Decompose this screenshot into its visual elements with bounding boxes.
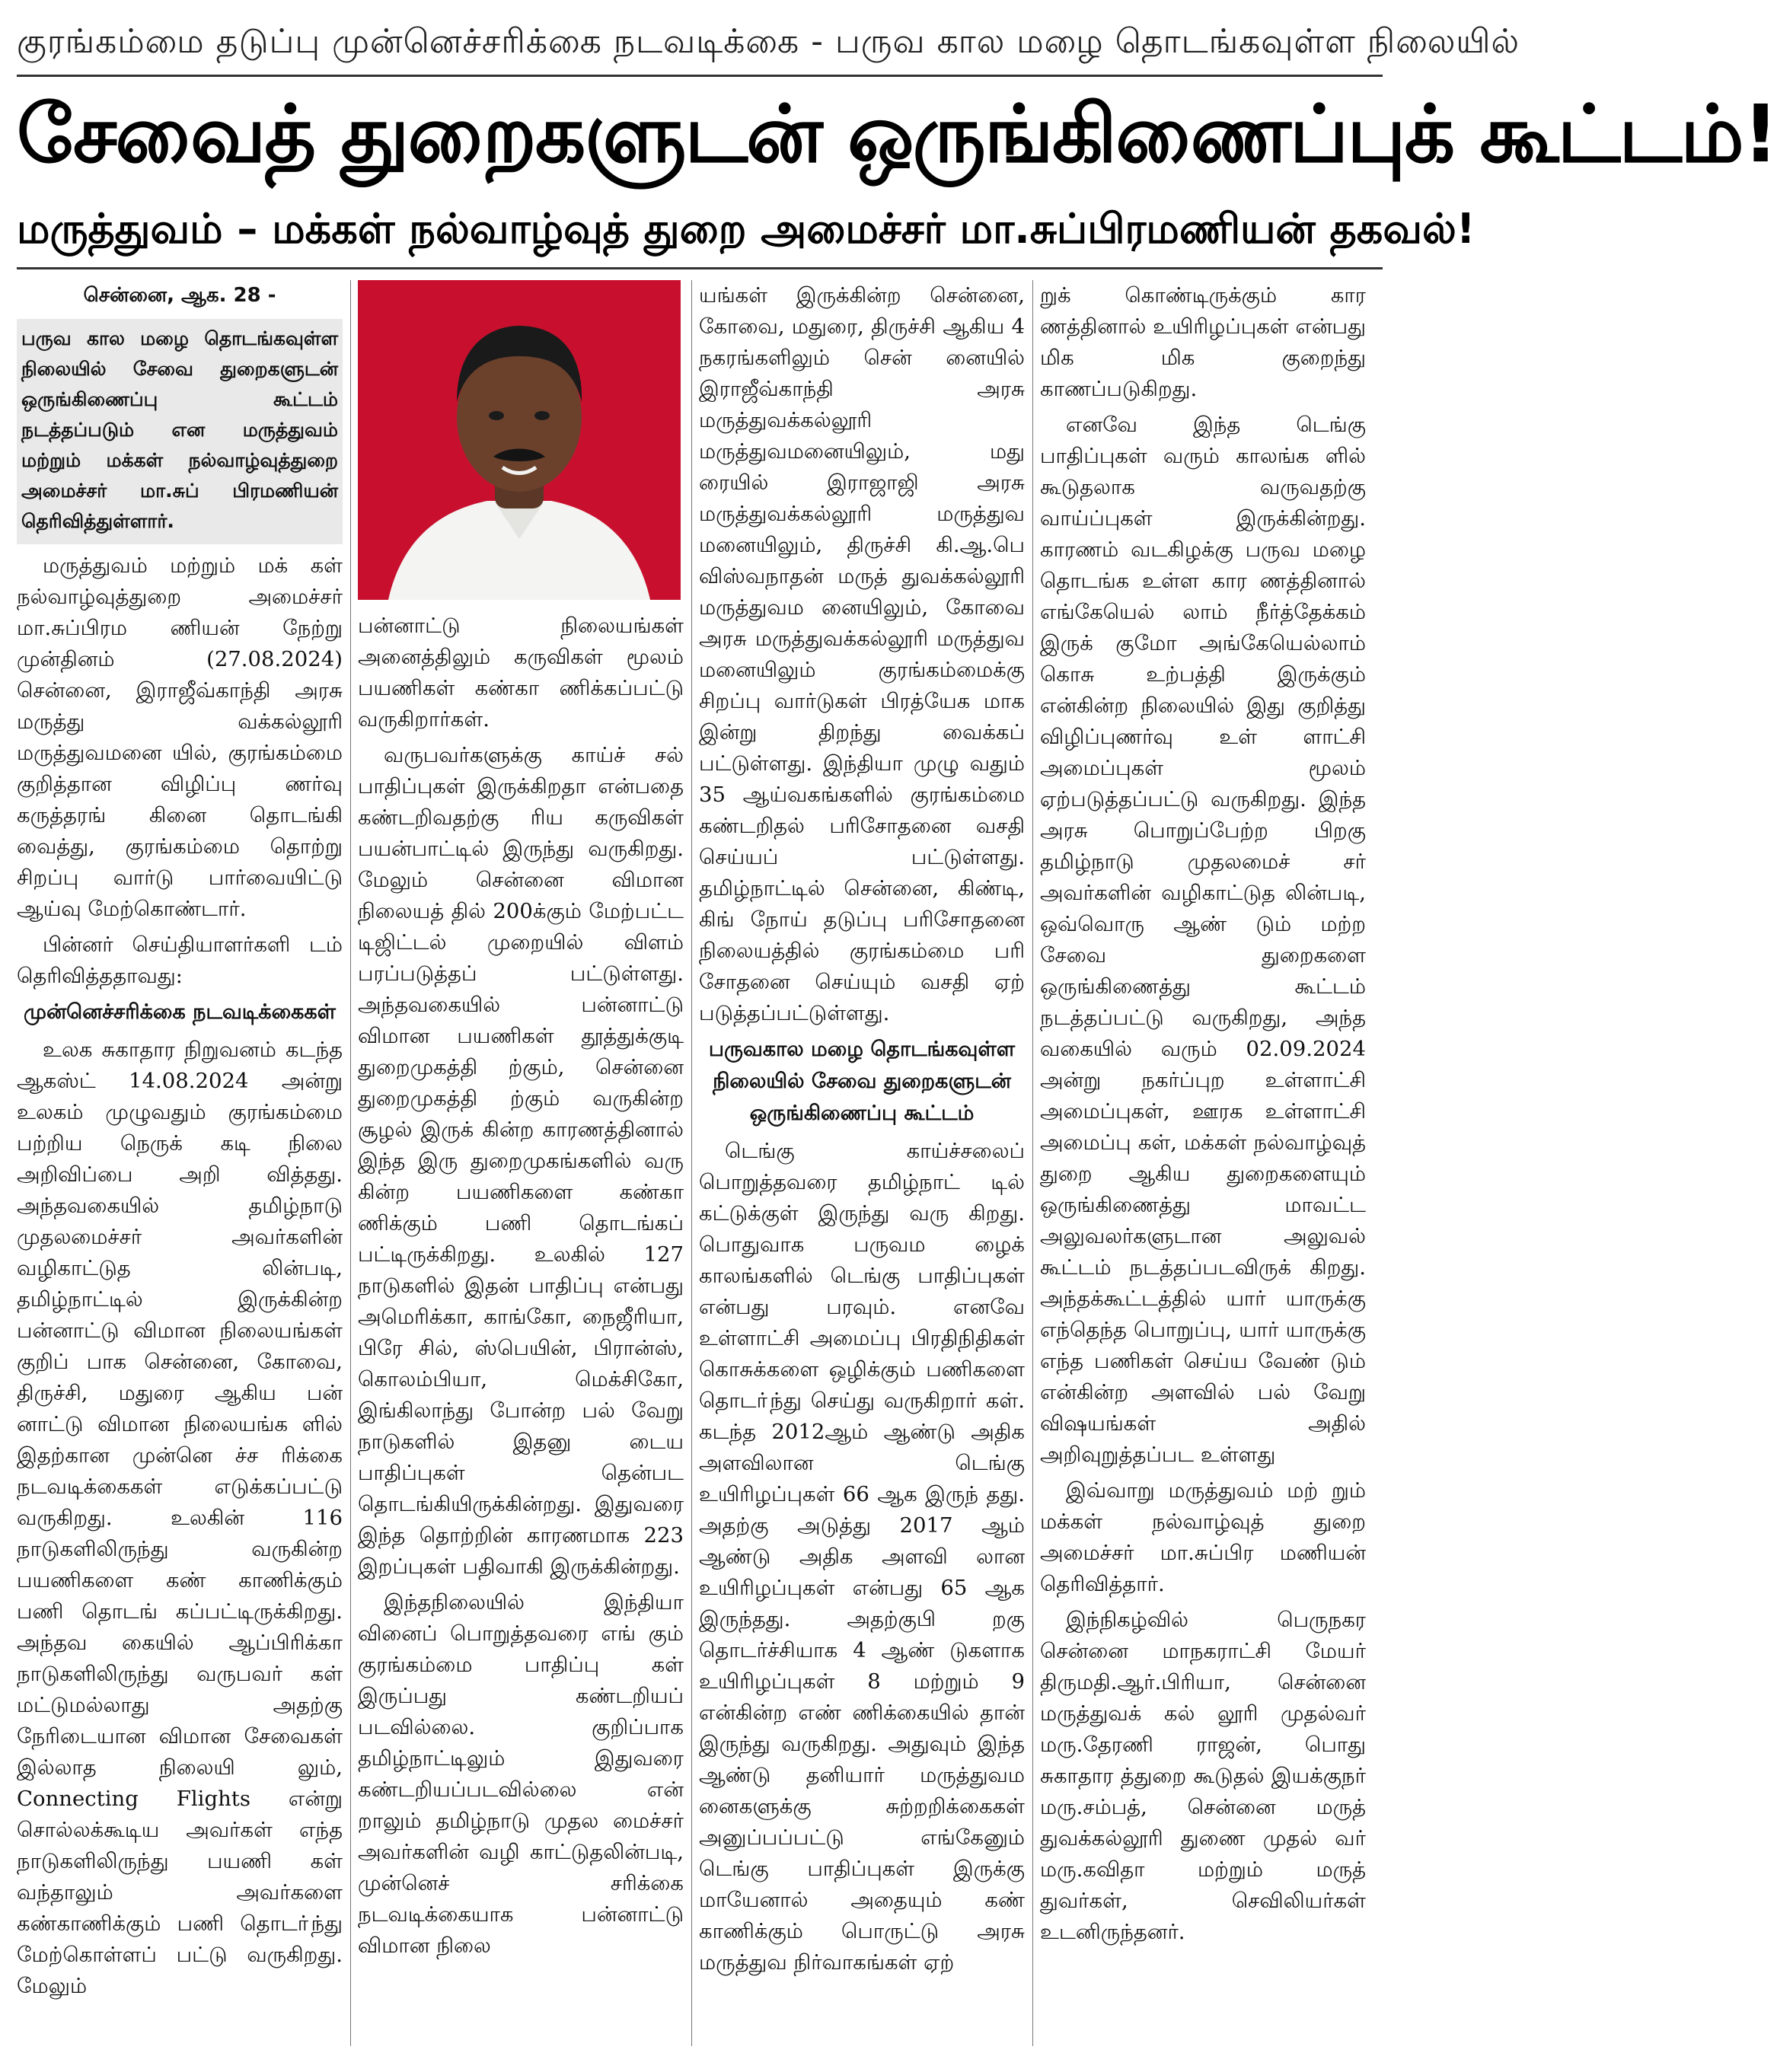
paragraph: பன்னாட்டு நிலையங்கள் அனைத்திலும் கருவிகள் மூலம் பயணிகள் கண்கா ணிக்கப்பட்டு வருகிறார்கள்.: [358, 614, 684, 732]
paragraph: இந்நிகழ்வில் பெருநகர சென்னை மாநகராட்சி மேயர் திருமதி.ஆர்.பிரியா, சென்னை மருத்துவக் கல் லூரி முதல்வர் மரு.தேரணி ராஜன், பொது சுகாதார த்துறை கூடுதல் இயக்குநர் மரு.சம்பத், சென்னை மருத் துவக்கல்லூரி துணை முதல் வர் மரு.கவிதா மற்றும் மருத் துவர்கள், செவிலியர்கள் உடனிருந்தனர்.: [1040, 1608, 1366, 1944]
paragraph: டெங்கு காய்ச்சலைப் பொறுத்தவரை தமிழ்நாட் டில் கட்டுக்குள் இருந்து வரு கிறது. பொதுவாக பருவம ழைக் காலங்களில் டெங்கு பாதிப்புகள் என்பது பரவும். எனவே உள்ளாட்சி அமைப்பு பிரதிநிதிகள் கொசுக்களை ஒழிக்கும் பணிகளை தொடா்ந்து செய்து வருகிறார் கள். கடந்த 2012ஆம் ஆண்டு அதிக அளவிலான டெங்கு உயிரிழப்புகள் 66 ஆக இருந் தது. அதற்கு அடுத்து 2017 ஆம் ஆண்டு அதிக அளவி லான உயிரிழப்புகள் என்பது 65 ஆக இருந்தது. அதற்குபி றகு தொடர்ச்சியாக 4 ஆண் டுகளாக உயிரிழப்புகள் 8 மற்றும் 9 என்கின்ற எண் ணிக்கையில் தான் இருந்து வருகிறது. அதுவும் இந்த ஆண்டு தனியார் மருத்துவம னைகளுக்கு சுற்றறிக்கைகள் அனுப்பப்பட்டு எங்கேனும் டெங்கு பாதிப்புகள் இருக்கு மாயேனால் அதையும் கண் காணிக்கும் பொருட்டு அரசு மருத்துவ நிர்வாகங்கள் ஏற்: [699, 1139, 1025, 1975]
column-divider: [1032, 280, 1033, 2046]
article-body: [17, 280, 1383, 2054]
column-3: [699, 280, 1025, 2046]
kicker-line: குரங்கம்மை தடுப்பு முன்னெச்சரிக்கை நடவடிக்கை - பருவ கால மழை தொடங்கவுள்ள நிலையில்: [17, 9, 1383, 77]
paragraph: எனவே இந்த டெங்கு பாதிப்புகள் வரும் காலங்க ளில் கூடுதலாக வருவதற்கு வாய்ப்புகள் இருக்கின்றது. காரணம் வடகிழக்கு பருவ மழை தொடங்க உள்ள கார ணத்தினால் எங்கேயெல் லாம் நீர்த்தேக்கம் இருக் குமோ அங்கேயெல்லாம் கொசு உற்பத்தி இருக்கும் என்கின்ற நிலையில் இது குறித்து விழிப்புணர்வு உள் ளாட்சி அமைப்புகள் மூலம் ஏற்படுத்தப்பட்டு வருகிறது. இந்த அரசு பொறுப்பேற்ற பிறகு தமிழ்நாடு முதலமைச் சர் அவர்களின் வழிகாட்டுத லின்படி, ஒவ்வொரு ஆண் டும் மற்ற சேவை துறைகளை ஒருங்கிணைத்து கூட்டம் நடத்தப்பட்டு வருகிறது, அந்த வகையில் வரும் 02.09.2024 அன்று நகர்ப்புற உள்ளாட்சி அமைப்புகள், ஊரக உள்ளாட்சி அமைப்பு கள், மக்கள் நல்வாழ்வுத் துறை ஆகிய துறைகளையும் ஒருங்கிணைத்து மாவட்ட அலுவலர்களுடான அலுவல் கூட்டம் நடத்தப்படவிருக் கிறது. அந்தக்கூட்டத்தில் யார் யாருக்கு எந்தெந்த பொறுப்பு, யார் யாருக்கு எந்த பணிகள் செய்ய வேண் டும் என்கின்ற அளவில் பல் வேறு விஷயங்கள் அதில் அறிவுறுத்தப்பட உள்ளது: [1040, 413, 1366, 1467]
headline: சேவைத் துறைகளுடன் ஒருங்கிணைப்புக் கூட்டம்!: [17, 88, 1777, 180]
portrait-illustration: [358, 280, 681, 600]
column-4: [1040, 280, 1366, 2046]
lead-paragraph: பருவ கால மழை தொடங்கவுள்ள நிலையில் சேவை துறைகளுடன் ஒருங்கிணைப்பு கூட்டம் நடத்தப்படும் என மருத்துவம் மற்றும் மக்கள் நல்வாழ்வுத்துறை அமைச்சர் மா.சுப் பிரமணியன் தெரிவித்துள்ளார்.: [17, 319, 343, 544]
section-subheading: முன்னெச்சரிக்கை நடவடிக்கைகள்: [23, 1000, 337, 1024]
paragraph: வருபவர்களுக்கு காய்ச் சல் பாதிப்புகள் இருக்கிறதா என்பதை கண்டறிவதற்கு ரிய கருவிகள் பயன்பாட்டில் இருந்து வருகிறது. மேலும் சென்னை விமான நிலையத் தில் 200க்கும் மேற்பட்ட டிஜிட்டல் முறையில் விளம் பரப்படுத்தப் பட்டுள்ளது. அந்தவகையில் பன்னாட்டு விமான பயணிகள் தூத்துக்குடி துறைமுகத்தி ற்கும், சென்னை துறைமுகத்தி ற்கும் வருகின்ற சூழல் இருக் கின்ற காரணத்தினால் இந்த இரு துறைமுகங்களில் வரு கின்ற பயணிகளை கண்கா ணிக்கும் பணி தொடங்கப் பட்டிருக்கிறது. உலகில் 127 நாடுகளில் இதன் பாதிப்பு என்பது அமெரிக்கா, காங்கோ, நைஜீரியா, பிரே சில், ஸ்பெயின், பிரான்ஸ், கொலம்பியா, மெக்சிகோ, இங்கிலாந்து போன்ற பல் வேறு நாடுகளில் இதனு டைய பாதிப்புகள் தென்பட தொடங்கியிருக்கின்றது. இதுவரை இந்த தொற்றின் காரணமாக 223 இறப்புகள் பதிவாகி இருக்கின்றது.: [358, 743, 684, 1579]
column-1: [17, 280, 343, 2046]
paragraph: இவ்வாறு மருத்துவம் மற் றும் மக்கள் நல்வாழ்வுத் துறை அமைச்சர் மா.சுப்பிர மணியன் தெரிவித்தார்.: [1040, 1478, 1366, 1596]
dateline: சென்னை, ஆக. 28 -: [83, 284, 276, 307]
newspaper-page: [0, 9, 1777, 2072]
paragraph: றுக் கொண்டிருக்கும் கார ணத்தினால் உயிரிழப்புகள் என்பது மிக மிக குறைந்து காணப்படுகிறது.: [1040, 283, 1366, 401]
column-2: [358, 610, 684, 2046]
paragraph: யங்கள் இருக்கின்ற சென்னை, கோவை, மதுரை, திருச்சி ஆகிய 4 நகரங்களிலும் சென் னையில் இராஜீவ்காந்தி அரசு மருத்துவக்கல்லூரி மருத்துவமனையிலும், மது ரையில் இராஜாஜி அரசு மருத்துவக்கல்லூரி மருத்துவ மனையிலும், திருச்சி கி.ஆ.பெ விஸ்வநாதன் மருத் துவக்கல்லூரி மருத்துவம னையிலும், கோவை அரசு மருத்துவக்கல்லூரி மருத்துவ மனையிலும் குரங்கம்மைக்கு சிறப்பு வார்டுகள் பிரத்யேக மாக இன்று திறந்து வைக்கப் பட்டுள்ளது. இந்தியா முழு வதும் 35 ஆய்வகங்களில் குரங்கம்மை கண்டறிதல் பரிசோதனை வசதி செய்யப் பட்டுள்ளது. தமிழ்நாட்டில் சென்னை, கிண்டி, கிங் நோய் தடுப்பு பரிசோதனை நிலையத்தில் குரங்கம்மை பரி சோதனை செய்யும் வசதி ஏற் படுத்தப்பட்டுள்ளது.: [699, 283, 1025, 1025]
column-divider: [350, 280, 351, 2046]
paragraph: இந்தநிலையில் இந்தியா வினைப் பொறுத்தவரை எங் கும் குரங்கம்மை பாதிப்பு கள் இருப்பது கண்டறியப் படவில்லை. குறிப்பாக தமிழ்நாட்டிலும் இதுவரை கண்டறியப்படவில்லை என் றாலும் தமிழ்நாடு முதல மைச்சர் அவர்களின் வழி காட்டுதலின்படி, முன்னெச் சரிக்கை நடவடிக்கையாக பன்னாட்டு விமான நிலை: [358, 1590, 684, 1958]
minister-photo: [358, 280, 681, 600]
subheadline: மருத்துவம் – மக்கள் நல்வாழ்வுத் துறை அமைச்சர் மா.சுப்பிரமணியன் தகவல்!: [17, 191, 1383, 269]
paragraph: பின்னர் செய்தியாளர்களி டம் தெரிவித்ததாவது:: [17, 932, 343, 988]
section-subheading: பருவகால மழை தொடங்கவுள்ள நிலையில் சேவை துறைகளுடன் ஒருங்கிணைப்பு கூட்டம்: [708, 1038, 1016, 1125]
column-divider: [691, 280, 692, 2046]
paragraph: மருத்துவம் மற்றும் மக் கள் நல்வாழ்வுத்துறை அமைச்சர் மா.சுப்பிரம ணியன் நேற்று முன்தினம் (27.08.2024) சென்னை, இராஜீவ்காந்தி அரசு மருத்து வக்கல்லூரி மருத்துவமனை யில், குரங்கம்மை குறித்தான விழிப்பு ணர்வு கருத்தரங் கினை தொடங்கி வைத்து, குரங்கம்மை தொற்று சிறப்பு வார்டு பார்வையிட்டு ஆய்வு மேற்கொண்டார்.: [17, 553, 343, 921]
paragraph: உலக சுகாதார நிறுவனம் கடந்த ஆகஸ்ட் 14.08.2024 அன்று உலகம் முழுவதும் குரங்கம்மை பற்றிய நெருக் கடி நிலை அறிவிப்பை அறி வித்தது. அந்தவகையில் தமிழ்நாடு முதலமைச்சர் அவர்களின் வழிகாட்டுத லின்படி, தமிழ்நாட்டில் இருக்கின்ற பன்னாட்டு விமான நிலையங்கள் குறிப் பாக சென்னை, கோவை, திருச்சி, மதுரை ஆகிய பன் னாட்டு விமான நிலையங்க ளில் இதற்கான முன்னெ ச்ச ரிக்கை நடவடிக்கைகள் எடுக்கப்பட்டு வருகிறது. உலகின் 116 நாடுகளிலிருந்து வருகின்ற பயணிகளை கண் காணிக்கும் பணி தொடங் கப்பட்டிருக்கிறது. அந்தவ கையில் ஆப்பிரிக்கா நாடுகளிலிருந்து வருபவர் கள் மட்டுமல்லாது அதற்கு நேரிடையான விமான சேவைகள் இல்லாத நிலையி லும், Connecting Flights என்று சொல்லக்கூடிய அவர்கள் எந்த நாடுகளிலிருந்து பயணி கள் வந்தாலும் அவர்களை கண்காணிக்கும் பணி தொடா்ந்து மேற்கொள்ளப் பட்டு வருகிறது. மேலும்: [17, 1038, 343, 1998]
